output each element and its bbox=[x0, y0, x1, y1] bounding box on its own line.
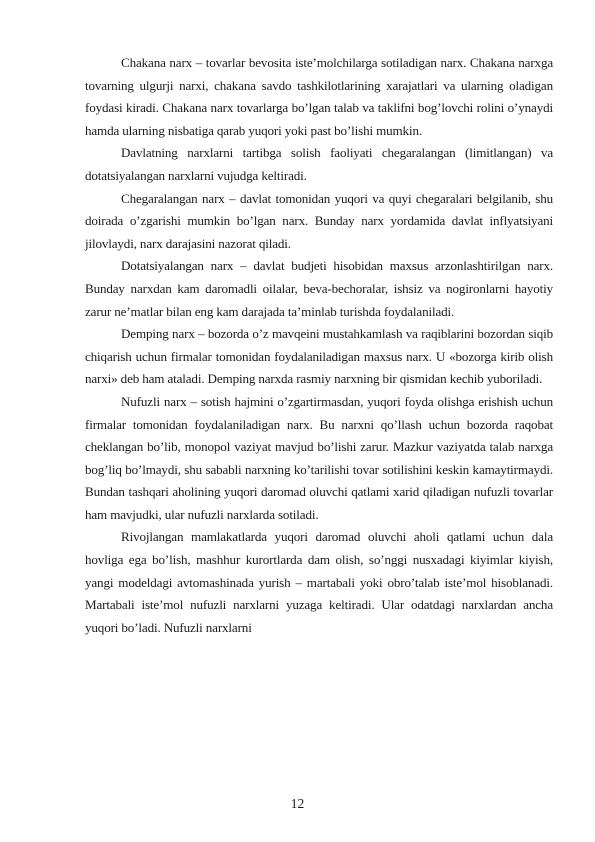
paragraph-subsidized-price: Dotatsiyalangan narx – davlat budjeti hisobidan maxsus arzonlashtirilgan narx. Bunday narxdan kam daromadli oilalar, beva-bechoralar, ishsiz va nogironlarni hayotiy zarur ne’matlar bilan eng kam darajada ta’minlab turishda foydalaniladi. bbox=[85, 258, 553, 319]
paragraph-developed-countries: Rivojlangan mamlakatlarda yuqori daromad oluvchi aholi qatlami uchun dala hovliga ega bo’lish, mashhur kurortlarda dam olish, so’nggi nusxadagi kiyimlar kiyish, yangi modeldagi avtomashinada yurish – martabali yoki obro’talab iste’mol hisoblanadi. Martabali iste’mol nufuzli narxlarni yuzaga keltiradi. Ular odatdagi narxlardan ancha yuqori bo’ladi. Nufuzli narxlarni bbox=[85, 529, 553, 635]
paragraph-limited-price: Chegaralangan narx – davlat tomonidan yuqori va quyi chegaralari belgilanib, shu doirada o’zgarishi mumkin bo’lgan narx. Bunday narx yordamida davlat inflyatsiyani jilovlaydi, narx darajasini nazorat qiladi. bbox=[85, 190, 553, 251]
page-number: 12 bbox=[290, 796, 305, 811]
paragraph-dumping-price: Demping narx – bozorda o’z mavqeini mustahkamlash va raqiblarini bozordan siqib chiqarish uchun firmalar tomonidan foydalaniladigan maxsus narx. U «bozorga kirib olish narxi» deb ham ataladi. Demping narxda rasmiy narxning bir qismidan kechib yuboriladi. bbox=[85, 326, 553, 387]
paragraph-state-regulation: Davlatning narxlarni tartibga solish faoliyati chegaralangan (limitlangan) va dotatsiyalangan narxlarni vujudga keltiradi. bbox=[85, 145, 553, 183]
paragraph-retail-price: Chakana narx – tovarlar bevosita iste’molchilarga sotiladigan narx. Chakana narxga tovarning ulgurji narxi, chakana savdo tashkilotlarining xarajatlari va ularning oladigan foydasi kiradi. Chakana narx tovarlarga bo’lgan talab va taklifni bog’lovchi rolini o’ynaydi hamda ularning nisbatiga qarab yuqori yoki past bo’lishi mumkin. bbox=[85, 55, 553, 138]
paragraph-prestige-price: Nufuzli narx – sotish hajmini o’zgartirmasdan, yuqori foyda olishga erishish uchun firmalar tomonidan foydalaniladigan narx. Bu narxni qo’llash uchun bozorda raqobat cheklangan bo’lib, monopol vaziyat mavjud bo’lishi zarur. Mazkur vaziyatda talab narxga bog’liq bo’lmaydi, shu sababli narxning ko’tarilishi tovar sotilishini keskin kamaytirmaydi. Bundan tashqari aholining yuqori daromad oluvchi qatlami xarid qiladigan nufuzli tovarlar ham mavjudki, ular nufuzli narxlarda sotiladi. bbox=[85, 393, 553, 522]
page-body bbox=[85, 52, 553, 639]
